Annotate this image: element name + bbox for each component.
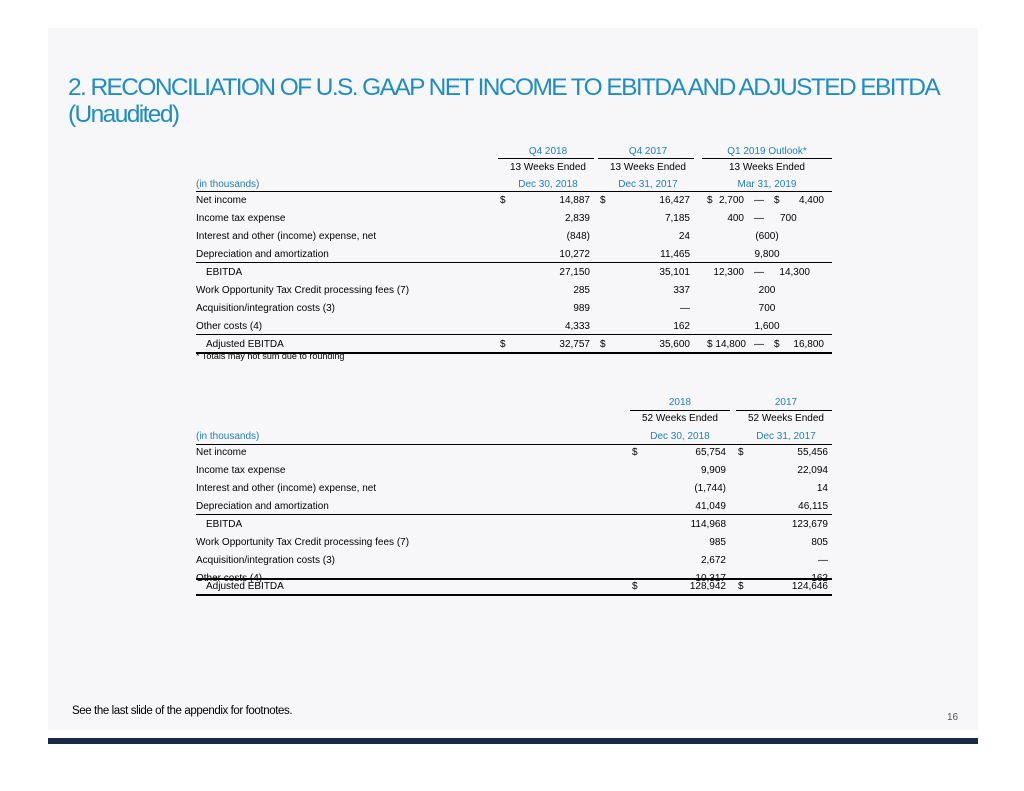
t1-rounding-note: * Totals may not sum due to rounding [196, 351, 345, 361]
t1-col1-period: Q4 2018 [528, 146, 568, 157]
t1-ebitda-q4-2018: 27,150 [559, 267, 590, 278]
t2-row-label: EBITDA [206, 519, 243, 530]
t2-net-income-2018: 65,754 [695, 447, 726, 458]
t1-col1-header-rule [498, 158, 594, 159]
t1-col2-period: Q4 2017 [628, 146, 668, 157]
t1-other-q4-2017: 162 [673, 321, 690, 332]
t1-adjusted-outlook-high: 16,800 [793, 339, 824, 350]
t1-col1-weeks: 13 Weeks Ended [510, 162, 586, 173]
t2-ebitda-2018: 114,968 [690, 519, 726, 530]
t1-units: (in thousands) [196, 179, 260, 190]
t1-col3-header-rule [702, 158, 832, 159]
t2-col2-period: 2017 [774, 397, 798, 408]
t1-net-income-outlook-high: 4,400 [798, 195, 824, 206]
t1-range-dash: — [754, 339, 764, 350]
t1-col2-date: Dec 31, 2017 [618, 179, 678, 190]
t2-units: (in thousands) [196, 431, 260, 442]
slide-background [48, 28, 978, 730]
t2-depreciation-2017: 46,115 [798, 501, 828, 512]
t2-row-label: Interest and other (income) expense, net [196, 483, 377, 494]
t1-col3-date: Mar 31, 2019 [737, 179, 797, 190]
t1-dollar-sign: $ [707, 339, 713, 350]
t1-range-dash: — [754, 195, 764, 206]
t1-dollar-sign: $ [500, 339, 506, 350]
t1-depreciation-q4-2017: 11,465 [660, 249, 690, 260]
t2-row-label: Work Opportunity Tax Credit processing fees (7) [196, 537, 410, 548]
t1-other-q4-2018: 4,333 [564, 321, 590, 332]
t1-adjusted-outlook-low: 14,800 [715, 339, 746, 350]
t2-row-label: Acquisition/integration costs (3) [196, 555, 335, 566]
t1-dollar-sign: $ [600, 339, 606, 350]
t1-dollar-sign: $ [500, 195, 506, 206]
t2-col2-date: Dec 31, 2017 [756, 431, 816, 442]
t1-acquisition-q4-2018: 989 [573, 303, 590, 314]
t2-dollar-sign: $ [738, 447, 744, 458]
t2-header-rule [196, 444, 832, 445]
t2-row-label: Depreciation and amortization [196, 501, 329, 512]
t2-row-label: Income tax expense [196, 465, 286, 476]
t2-acquisition-2018: 2,672 [700, 555, 726, 566]
t1-income-tax-outlook-low: 400 [727, 213, 744, 224]
t1-income-tax-q4-2018: 2,839 [564, 213, 590, 224]
t1-adjusted-rule [196, 334, 832, 335]
t2-total-double-rule [196, 594, 832, 596]
t1-income-tax-q4-2017: 7,185 [664, 213, 690, 224]
t1-row-label: Adjusted EBITDA [206, 339, 284, 350]
t1-adjusted-q4-2018: 32,757 [559, 339, 590, 350]
t1-ebitda-rule [196, 262, 832, 263]
t1-interest-q4-2017: 24 [678, 231, 690, 242]
t1-col1-date: Dec 30, 2018 [518, 179, 578, 190]
t1-row-label: Work Opportunity Tax Credit processing fees (7) [196, 285, 410, 296]
t2-col1-period: 2018 [668, 397, 692, 408]
t1-ebitda-outlook-high: 14,300 [779, 267, 810, 278]
t1-row-label: Interest and other (income) expense, net [196, 231, 377, 242]
t2-other-2018: 10,317 [695, 573, 726, 584]
t2-wotc-2017: 805 [811, 537, 828, 548]
t1-range-dash: — [754, 213, 764, 224]
t2-col2-header-rule [736, 410, 832, 411]
title-line-2: (Unaudited) [68, 101, 179, 128]
t2-adjusted-2018: 128,942 [689, 581, 726, 592]
t1-wotc-outlook: 200 [758, 285, 776, 296]
t1-net-income-outlook-low: 2,700 [718, 195, 744, 206]
t2-row-label: Other costs (4) [196, 573, 263, 584]
t2-wotc-2018: 985 [709, 537, 726, 548]
t1-col2-header-rule [598, 158, 694, 159]
t1-other-outlook: 1,600 [754, 321, 780, 332]
t2-ebitda-rule [196, 514, 832, 515]
t1-net-income-q4-2018: 14,887 [559, 195, 590, 206]
t2-net-income-2017: 55,456 [797, 447, 828, 458]
footnote-reference: See the last slide of the appendix for footnotes. [72, 705, 293, 717]
t2-interest-2017: 14 [816, 483, 828, 494]
t2-dollar-sign: $ [632, 447, 638, 458]
footer-bar [48, 738, 978, 744]
t2-col1-weeks: 52 Weeks Ended [642, 413, 718, 424]
t1-row-label: Income tax expense [196, 213, 286, 224]
t1-header-rule [196, 191, 832, 192]
t2-col2-weeks: 52 Weeks Ended [748, 413, 824, 424]
t2-income-tax-2018: 9,909 [700, 465, 726, 476]
t1-row-label: EBITDA [206, 267, 243, 278]
t2-col1-date: Dec 30, 2018 [650, 431, 710, 442]
t1-col3-weeks: 13 Weeks Ended [729, 162, 805, 173]
t1-dollar-sign: $ [600, 195, 606, 206]
t2-dollar-sign: $ [738, 581, 744, 592]
t2-row-label: Net income [196, 447, 247, 458]
t2-adjusted-2017: 124,646 [791, 581, 828, 592]
t1-col2-weeks: 13 Weeks Ended [610, 162, 686, 173]
t2-depreciation-2018: 41,049 [695, 501, 726, 512]
t1-ebitda-q4-2017: 35,101 [659, 267, 690, 278]
t1-dollar-sign: $ [774, 195, 780, 206]
t1-depreciation-q4-2018: 10,272 [559, 249, 590, 260]
page-title [68, 74, 968, 128]
t1-depreciation-outlook: 9,800 [754, 249, 780, 260]
t2-ebitda-2017: 123,679 [791, 519, 828, 530]
t1-wotc-q4-2018: 285 [573, 285, 590, 296]
t2-dollar-sign: $ [632, 581, 638, 592]
t1-income-tax-outlook-high: 700 [780, 213, 797, 224]
page-number: 16 [947, 712, 959, 723]
t1-row-label: Acquisition/integration costs (3) [196, 303, 335, 314]
t1-acquisition-q4-2017: — [680, 303, 690, 314]
t1-interest-q4-2018: (848) [566, 231, 590, 242]
t1-row-label: Net income [196, 195, 247, 206]
t1-range-dash: — [754, 267, 764, 278]
t1-row-label: Other costs (4) [196, 321, 263, 332]
t1-interest-outlook: (600) [755, 231, 779, 242]
t2-income-tax-2017: 22,094 [797, 465, 828, 476]
t2-acquisition-2017: — [818, 555, 828, 566]
t2-interest-2018: (1,744) [694, 483, 726, 494]
title-line-1: 2. RECONCILIATION OF U.S. GAAP NET INCOME TO EBITDA AND ADJUSTED EBITDA [68, 74, 940, 101]
t1-dollar-sign: $ [774, 339, 780, 350]
t1-ebitda-outlook-low: 12,300 [713, 267, 744, 278]
t2-other-2017: 162 [811, 573, 828, 584]
t1-wotc-q4-2017: 337 [673, 285, 690, 296]
t1-acquisition-outlook: 700 [758, 303, 776, 314]
t1-row-label: Depreciation and amortization [196, 249, 329, 260]
t1-adjusted-q4-2017: 35,600 [659, 339, 690, 350]
t1-net-income-q4-2017: 16,427 [659, 195, 690, 206]
t2-adjusted-rule [196, 578, 832, 580]
t2-col1-header-rule [630, 410, 730, 411]
t1-dollar-sign: $ [707, 195, 713, 206]
t2-row-label: Adjusted EBITDA [206, 581, 284, 592]
t1-col3-period: Q1 2019 Outlook* [727, 146, 807, 157]
